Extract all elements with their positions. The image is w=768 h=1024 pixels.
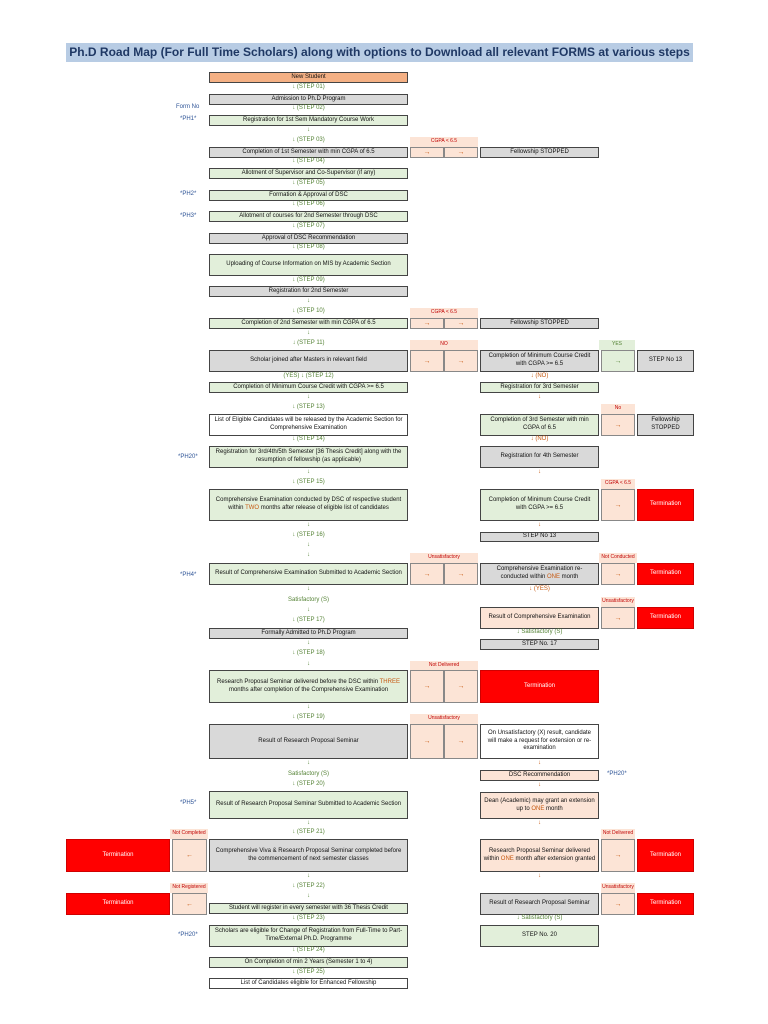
registration-2nd-sem-box: Registration for 2nd Semester xyxy=(209,286,408,297)
thesis-credit-box: Student will register in every semester with 36 Thesis Credit xyxy=(209,903,408,914)
step-label: ↓ xyxy=(307,552,310,558)
result-comprehensive-2-box: Result of Comprehensive Examination xyxy=(480,607,599,629)
condition-label: Unsatisfactory xyxy=(601,597,635,607)
right-arrow-icon: → xyxy=(601,563,635,585)
right-arrow-icon: → xyxy=(410,318,444,329)
right-arrow-icon: → xyxy=(444,563,478,585)
step-label: ↓ (STEP 16) xyxy=(292,532,325,538)
step-label: ↓ (STEP 09) xyxy=(292,277,325,283)
rps-extension-box: Research Proposal Seminar delivered within ONE month after extension granted xyxy=(480,839,599,872)
step-label: ↓ (STEP 11) xyxy=(292,340,325,346)
step-20-box: STEP No. 20 xyxy=(480,925,599,947)
fellowship-stopped-box: Fellowship STOPPED xyxy=(637,414,694,436)
step-label: ↓ xyxy=(307,298,310,304)
step-label: ↓ (STEP 04) xyxy=(292,158,325,164)
min-credit-box: Completion of Minimum Course Credit with CGPA >= 6.5 xyxy=(209,382,408,393)
condition-label: Not Registered xyxy=(170,883,208,893)
step-label: ↓ xyxy=(307,820,310,826)
masters-check-box: Scholar joined after Masters in relevant field xyxy=(209,350,408,372)
form-ph5-link[interactable]: *PH5* xyxy=(180,800,197,806)
completion-1st-sem-box: Completion of 1st Semester with min CGPA of 6.5 xyxy=(209,147,408,158)
enhanced-fellowship-box: List of Candidates eligible for Enhanced Fellowship xyxy=(209,978,408,989)
step-label: ↓ (NO) xyxy=(530,373,549,379)
step-label: ↓ Satisfactory (S) xyxy=(516,629,563,635)
right-arrow-icon: → xyxy=(601,607,635,629)
left-arrow-icon: ← xyxy=(172,839,207,872)
step-label: ↓ (YES) xyxy=(529,586,550,592)
registration-1st-sem-box: Registration for 1st Sem Mandatory Course Work xyxy=(209,115,408,126)
form-ph1-link[interactable]: *PH1* xyxy=(180,116,197,122)
step-13-box: STEP No 13 xyxy=(480,532,599,542)
step-label: ↓ xyxy=(538,394,541,400)
completion-2nd-sem-box: Completion of 2nd Semester with min CGPA of 6.5 xyxy=(209,318,408,329)
right-arrow-icon: → xyxy=(444,670,478,703)
right-arrow-icon: → xyxy=(444,724,478,759)
condition-label: Not Delivered xyxy=(410,661,478,671)
condition-label: Unsatisfactory xyxy=(410,553,478,563)
step-label: ↓ (NO) xyxy=(530,436,549,442)
registration-345-box: Registration for 3rd/4th/5th Semester [36 Thesis Credit] along with the resumption of fellowship (as applicable) xyxy=(209,446,408,468)
step-label: ↓ (STEP 08) xyxy=(292,244,325,250)
right-arrow-icon: → xyxy=(601,350,635,372)
eligible-list-box: List of Eligible Candidates will be released by the Academic Section for Comprehensive Examination xyxy=(209,414,408,436)
condition-label: Not Conducted xyxy=(599,553,637,563)
step-label: ↓ (STEP 14) xyxy=(292,436,325,442)
satisfactory-label: Satisfactory (S) xyxy=(287,771,329,777)
fellowship-stopped-box: Fellowship STOPPED xyxy=(480,318,599,329)
change-registration-box: Scholars are eligible for Change of Registration from Full-Time to Part-Time/External Ph.D. Programme xyxy=(209,925,408,947)
termination-box: Termination xyxy=(66,893,170,915)
dean-extension-box: Dean (Academic) may grant an extension up to ONE month xyxy=(480,792,599,819)
step-label: ↓ (STEP 17) xyxy=(292,617,325,623)
form-ph20-link[interactable]: *PH20* xyxy=(178,454,198,460)
dsc-formation-box: Formation & Approval of DSC xyxy=(209,190,408,201)
right-arrow-icon: → xyxy=(444,147,478,158)
comprehensive-exam-box: Comprehensive Examination conducted by DSC of respective student within TWO months after release of eligible list of candidates xyxy=(209,489,408,521)
right-arrow-icon: → xyxy=(410,563,444,585)
fellowship-stopped-box: Fellowship STOPPED xyxy=(480,147,599,158)
step-label: ↓ (STEP 21) xyxy=(292,829,325,835)
step-13-box: STEP No 13 xyxy=(637,350,694,372)
termination-box: Termination xyxy=(66,839,170,872)
dsc-recommendation-box: DSC Recommendation xyxy=(480,770,599,781)
step-label: ↓ xyxy=(307,640,310,646)
right-arrow-icon: → xyxy=(601,839,635,872)
result-rps-submitted-box: Result of Research Proposal Seminar Submitted to Academic Section xyxy=(209,791,408,819)
result-rps-2-box: Result of Research Proposal Seminar xyxy=(480,893,599,915)
termination-box: Termination xyxy=(637,893,694,915)
step-label: ↓ (STEP 13) xyxy=(292,404,325,410)
approval-dsc-box: Approval of DSC Recommendation xyxy=(209,233,408,244)
condition-label: Not Delivered xyxy=(601,829,635,839)
right-arrow-icon: → xyxy=(410,724,444,759)
form-ph2-link[interactable]: *PH2* xyxy=(180,191,197,197)
right-arrow-icon: → xyxy=(601,489,635,521)
viva-rps-box: Comprehensive Viva & Research Proposal Seminar completed before the commencement of next semester classes xyxy=(209,839,408,872)
step-label: ↓ xyxy=(307,586,310,592)
step-label: ↓ (STEP 18) xyxy=(292,650,325,656)
result-rps-box: Result of Research Proposal Seminar xyxy=(209,724,408,759)
completion-3rd-sem-box: Completion of 3rd Semester with min CGPA of 6.5 xyxy=(480,414,599,436)
result-comprehensive-box: Result of Comprehensive Examination Submitted to Academic Section xyxy=(209,563,408,585)
step-label: ↓ xyxy=(538,782,541,788)
left-arrow-icon: ← xyxy=(172,893,207,915)
satisfactory-label: Satisfactory (S) xyxy=(287,597,329,603)
form-no-header: Form No xyxy=(176,104,200,110)
condition-label: CGPA < 6.5 xyxy=(410,308,478,318)
condition-label: YES xyxy=(599,340,635,350)
allotment-supervisor-box: Allotment of Supervisor and Co-Supervisor (if any) xyxy=(209,168,408,179)
right-arrow-icon: → xyxy=(601,414,635,436)
form-ph20-link[interactable]: *PH20* xyxy=(607,771,627,777)
step-label: ↓ xyxy=(307,607,310,613)
right-arrow-icon: → xyxy=(444,350,478,372)
admission-box: Admission to Ph.D Program xyxy=(209,94,408,105)
condition-label: CGPA < 6.5 xyxy=(410,137,478,147)
registration-4th-sem-box: Registration for 4th Semester xyxy=(480,446,599,468)
registration-3rd-sem-box: Registration for 3rd Semester xyxy=(480,382,599,393)
condition-label: NO xyxy=(410,340,478,350)
step-label: ↓ xyxy=(538,873,541,879)
step-17-box: STEP No. 17 xyxy=(480,639,599,650)
new-student-box: New Student xyxy=(209,72,408,83)
allotment-courses-box: Allotment of courses for 2nd Semester through DSC xyxy=(209,211,408,222)
step-label: ↓ (STEP 02) xyxy=(292,105,325,111)
research-proposal-seminar-box: Research Proposal Seminar delivered before the DSC within THREE months after completion of the Comprehensive Examination xyxy=(209,670,408,703)
formally-admitted-box: Formally Admitted to Ph.D Program xyxy=(209,628,408,639)
condition-label: CGPA < 6.5 xyxy=(601,479,635,489)
step-label: ↓ (STEP 06) xyxy=(292,201,325,207)
step-label: ↓ (STEP 20) xyxy=(292,781,325,787)
right-arrow-icon: → xyxy=(410,670,444,703)
step-label: ↓ Satisfactory (S) xyxy=(516,915,563,921)
step-label: ↓ (STEP 22) xyxy=(292,883,325,889)
step-label: ↓ xyxy=(307,127,310,133)
step-label: ↓ xyxy=(538,820,541,826)
termination-box: Termination xyxy=(480,670,599,703)
page-title: Ph.D Road Map (For Full Time Scholars) along with options to Download all relevant FORMS at various steps xyxy=(66,43,693,62)
step-label: ↓ (STEP 23) xyxy=(292,915,325,921)
condition-label: Not Completed xyxy=(170,829,208,839)
step-label: ↓ (STEP 01) xyxy=(292,84,325,90)
right-arrow-icon: → xyxy=(410,350,444,372)
step-label: ↓ xyxy=(307,893,310,899)
right-arrow-icon: → xyxy=(410,147,444,158)
unsatisfactory-request-box: On Unsatisfactory (X) result, candidate will make a request for extension or re-examination xyxy=(480,724,599,759)
form-ph4-link[interactable]: *PH4* xyxy=(180,572,197,578)
step-label: ↓ xyxy=(307,330,310,336)
two-years-box: On Completion of min 2 Years (Semester 1 to 4) xyxy=(209,957,408,968)
step-label: ↓ (STEP 25) xyxy=(292,969,325,975)
step-label: ↓ xyxy=(307,542,310,548)
step-label: ↓ xyxy=(307,873,310,879)
step-label: ↓ xyxy=(307,394,310,400)
step-label: ↓ xyxy=(307,704,310,710)
step-label: ↓ xyxy=(307,469,310,475)
termination-box: Termination xyxy=(637,489,694,521)
step-label: ↓ (STEP 10) xyxy=(292,308,325,314)
right-arrow-icon: → xyxy=(601,893,635,915)
step-label: ↓ xyxy=(538,760,541,766)
step-label: ↓ (STEP 05) xyxy=(292,180,325,186)
r-min-credit-box: Completion of Minimum Course Credit with CGPA >= 6.5 xyxy=(480,489,599,521)
step-label: ↓ (STEP 03) xyxy=(292,137,325,143)
step-label: ↓ (STEP 15) xyxy=(292,479,325,485)
termination-box: Termination xyxy=(637,563,694,585)
form-ph3-link[interactable]: *PH3* xyxy=(180,213,197,219)
r-min-credit-box: Completion of Minimum Course Credit with CGPA >= 6.5 xyxy=(480,350,599,372)
step-label: (YES) ↓ (STEP 12) xyxy=(283,373,334,379)
step-label: ↓ xyxy=(538,522,541,528)
step-label: ↓ (STEP 07) xyxy=(292,223,325,229)
condition-label: Unsatisfactory xyxy=(410,714,478,724)
condition-label: Unsatisfactory xyxy=(601,883,635,893)
step-label: ↓ (STEP 24) xyxy=(292,947,325,953)
step-label: ↓ xyxy=(538,469,541,475)
upload-mis-box: Uploading of Course Information on MIS by Academic Section xyxy=(209,254,408,276)
condition-label: No xyxy=(601,404,635,414)
step-label: ↓ (STEP 19) xyxy=(292,714,325,720)
termination-box: Termination xyxy=(637,839,694,872)
form-ph20-link[interactable]: *PH20* xyxy=(178,932,198,938)
step-label: ↓ xyxy=(307,522,310,528)
re-conduct-exam-box: Comprehensive Examination re-conducted within ONE month xyxy=(480,563,599,585)
right-arrow-icon: → xyxy=(444,318,478,329)
step-label: ↓ xyxy=(307,760,310,766)
termination-box: Termination xyxy=(637,607,694,629)
step-label: ↓ xyxy=(307,661,310,667)
